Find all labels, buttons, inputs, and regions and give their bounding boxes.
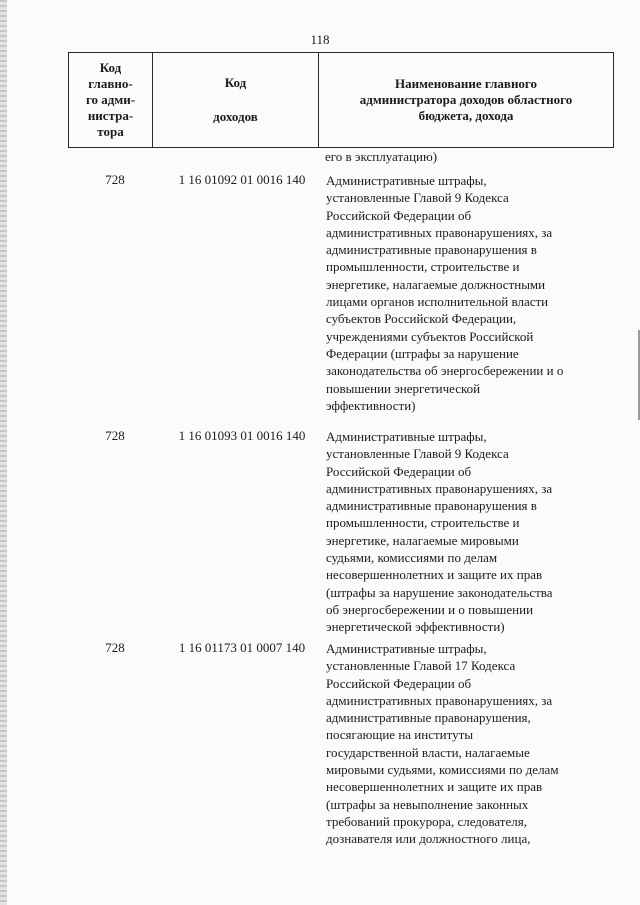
admin-code-cell: 728 bbox=[105, 172, 125, 187]
header-name-label: Наименование главного администратора доходов областного бюджета, дохода bbox=[359, 76, 573, 123]
scan-edge-left bbox=[0, 0, 7, 905]
continuation-text: его в эксплуатацию) bbox=[325, 149, 438, 164]
income-code-cell: 1 16 01173 01 0007 140 bbox=[178, 640, 306, 655]
admin-code-cell: 728 bbox=[105, 640, 125, 655]
income-name-cell: Административные штрафы, установленные Главой 9 Кодекса Российской Федерации об административных правонарушениях, за административные правонарушения в промышленности, строительстве и энергетике, налагаемые мировыми судьями, комиссиями по делам несовершеннолетних и защите их прав (штрафы за нарушение законодательства об энергосбережении и о повышении энергетической эффективности) bbox=[326, 429, 553, 635]
header-income-code-label: Код доходов bbox=[213, 75, 258, 124]
income-name-cell: Административные штрафы, установленные Главой 9 Кодекса Российской Федерации об административных правонарушениях, за административные правонарушения в промышленности, строительстве и энергетике, налагаемые должностными лицами органов исполнительной власти субъектов Российской Федерации, учреждениями субъектов Российской Федерации (штрафы за нарушение законодательства об энергосбережении и о повышении энергетической эффективности) bbox=[326, 173, 564, 413]
income-code-cell: 1 16 01093 01 0016 140 bbox=[178, 428, 306, 443]
page-number: 118 bbox=[310, 32, 330, 47]
income-code-cell: 1 16 01092 01 0016 140 bbox=[178, 172, 306, 187]
header-admin-code bbox=[69, 53, 153, 147]
table-header bbox=[68, 52, 614, 148]
header-admin-code-label: Код главно- го адми- нистра- тора bbox=[85, 60, 136, 139]
header-income-code bbox=[153, 53, 319, 147]
header-name bbox=[319, 53, 613, 147]
admin-code-cell: 728 bbox=[105, 428, 125, 443]
income-name-cell: Административные штрафы, установленные Главой 17 Кодекса Российской Федерации об административных правонарушениях, за административные правонарушения, посягающие на институты государственной власти, налагаемые мировыми судьями, комиссиями по делам несовершеннолетних и защите их прав (штрафы за невыполнение законных требований прокурора, следователя, дознавателя или должностного лица, bbox=[326, 641, 559, 847]
